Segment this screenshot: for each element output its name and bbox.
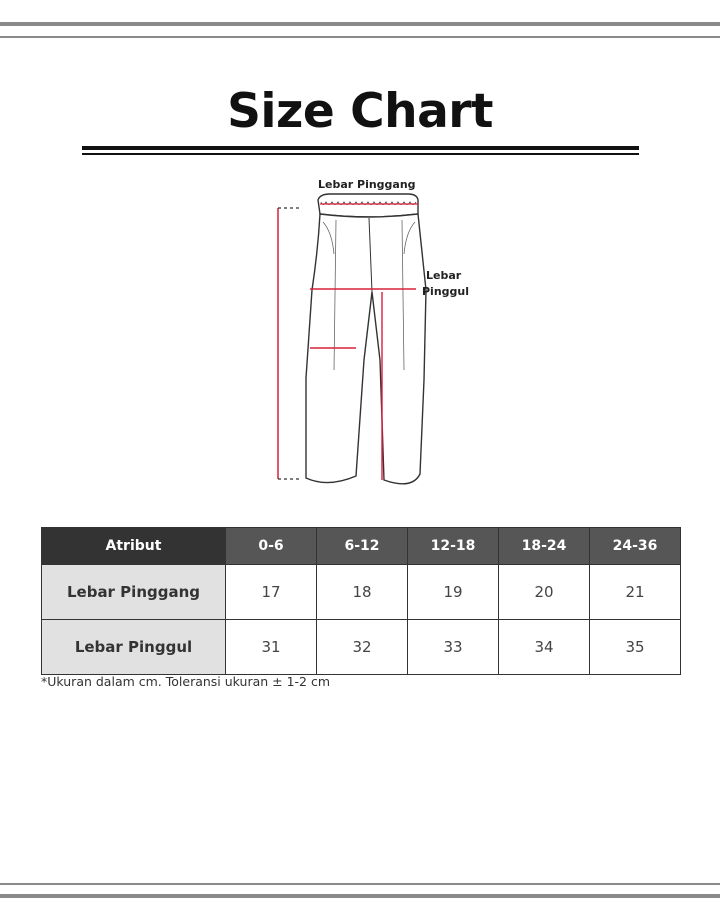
table-cell: 20	[499, 565, 590, 620]
table-cell: 35	[590, 620, 681, 675]
table-header-row	[42, 528, 681, 565]
row-label: Lebar Pinggul	[42, 620, 226, 675]
table-cell: 21	[590, 565, 681, 620]
bottom-frame-line-inner	[0, 883, 720, 885]
table-cell: 17	[226, 565, 317, 620]
table-cell: 18	[317, 565, 408, 620]
top-frame-line-outer	[0, 22, 720, 26]
title-underline-thin	[82, 153, 639, 155]
table-cell: 31	[226, 620, 317, 675]
page-title: Size Chart	[227, 84, 493, 139]
table-cell: 33	[408, 620, 499, 675]
row-label: Lebar Pinggang	[42, 565, 226, 620]
table-cell: 32	[317, 620, 408, 675]
size-table	[41, 527, 681, 675]
table-cell: 34	[499, 620, 590, 675]
pants-illustration	[260, 170, 490, 500]
title-underline-thick	[82, 146, 639, 150]
hip-label-line2: Pinggul	[422, 285, 470, 298]
pants-body	[306, 214, 426, 484]
header-size: 12-18	[408, 528, 499, 565]
hip-label-line1: Lebar	[426, 269, 462, 282]
pants-diagram	[260, 170, 490, 500]
top-frame-line-inner	[0, 36, 720, 38]
table-row	[42, 565, 681, 620]
header-size: 24-36	[590, 528, 681, 565]
waistband	[318, 194, 418, 217]
size-note: *Ukuran dalam cm. Toleransi ukuran ± 1-2 cm	[41, 674, 331, 689]
table-cell: 19	[408, 565, 499, 620]
table-row	[42, 620, 681, 675]
header-size: 0-6	[226, 528, 317, 565]
header-size: 6-12	[317, 528, 408, 565]
waist-label: Lebar Pinggang	[318, 178, 416, 191]
header-attribute: Atribut	[42, 528, 226, 565]
header-size: 18-24	[499, 528, 590, 565]
bottom-frame-line-outer	[0, 894, 720, 898]
